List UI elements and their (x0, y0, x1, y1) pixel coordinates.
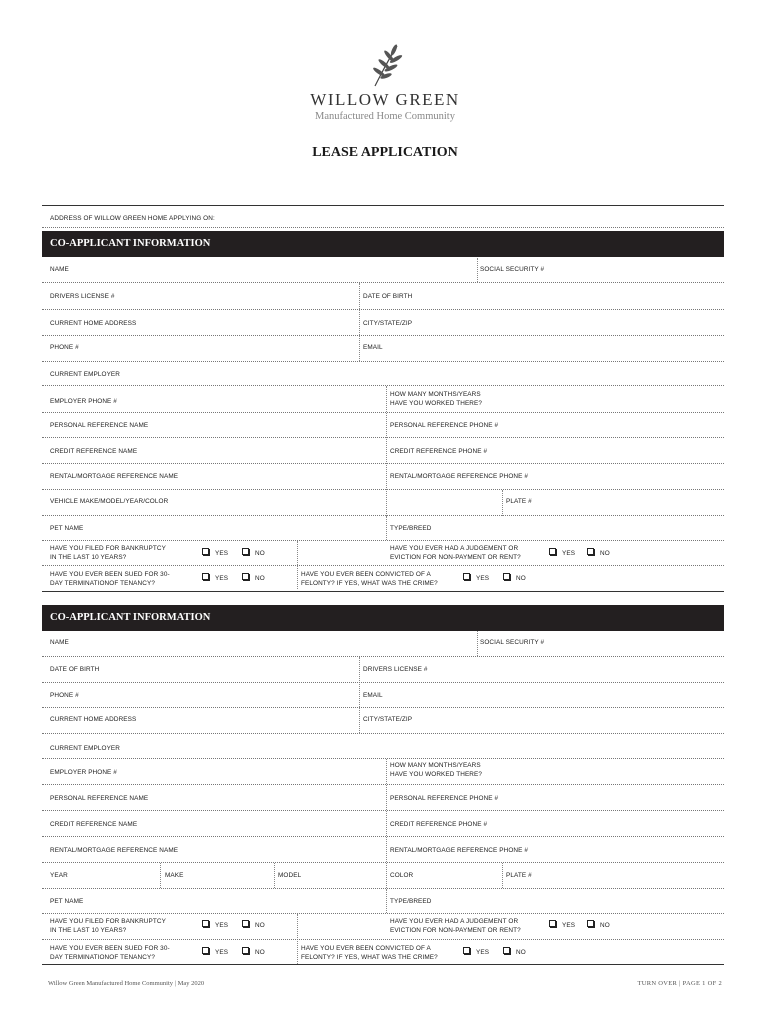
s1-judgement-label-1: HAVE YOU EVER HAD A JUDGEMENT OR (390, 545, 519, 552)
page-indicator: TURN OVER | PAGE 1 OF 2 (637, 980, 722, 987)
footer-text: Willow Green Manufactured Home Community | May 2020 (48, 980, 205, 987)
s1-judgement-label-2: EVICTION FOR NON-PAYMENT OR RENT? (390, 554, 521, 561)
s1-phone-field[interactable]: PHONE # (50, 344, 79, 351)
s2-bankruptcy-yes-checkbox[interactable] (202, 920, 209, 927)
section-2-heading: CO-APPLICANT INFORMATION (42, 605, 724, 631)
s1-ssn-field[interactable]: SOCIAL SECURITY # (480, 266, 545, 273)
no-label: NO (600, 922, 610, 929)
s1-how-long-label-2[interactable]: HAVE YOU WORKED THERE? (390, 400, 483, 407)
divider (502, 863, 503, 888)
s1-sued-yes-checkbox[interactable] (202, 573, 209, 580)
s1-email-field[interactable]: EMAIL (363, 344, 383, 351)
divider (42, 205, 724, 206)
s1-judgement-yes-checkbox[interactable] (549, 548, 556, 555)
s1-employer-phone-field[interactable]: EMPLOYER PHONE # (50, 398, 117, 405)
divider (42, 758, 724, 759)
address-label[interactable]: ADDRESS OF WILLOW GREEN HOME APPLYING ON: (50, 215, 215, 222)
s2-felony-no-checkbox[interactable] (503, 947, 510, 954)
yes-label: YES (215, 949, 229, 956)
s2-sued-no-checkbox[interactable] (242, 947, 249, 954)
divider (274, 863, 275, 888)
divider (477, 258, 478, 282)
s2-credit-ref-field[interactable]: CREDIT REFERENCE NAME (50, 821, 138, 828)
divider (42, 939, 724, 940)
divider (502, 490, 503, 516)
s1-judgement-no-checkbox[interactable] (587, 548, 594, 555)
divider (42, 784, 724, 785)
no-label: NO (255, 949, 265, 956)
divider (386, 386, 387, 516)
divider (42, 489, 724, 490)
s2-dob-field[interactable]: DATE OF BIRTH (50, 666, 100, 673)
s1-dob-field[interactable]: DATE OF BIRTH (363, 293, 413, 300)
s1-city-state-zip-field[interactable]: CITY/STATE/ZIP (363, 320, 413, 327)
s1-personal-ref-phone-field[interactable]: PERSONAL REFERENCE PHONE # (390, 422, 499, 429)
divider (42, 309, 724, 310)
divider (42, 862, 724, 863)
divider (386, 889, 387, 913)
s2-personal-ref-phone-field[interactable]: PERSONAL REFERENCE PHONE # (390, 795, 499, 802)
s1-drivers-license-field[interactable]: DRIVERS LICENSE # (50, 293, 115, 300)
willow-leaf-icon (363, 42, 407, 88)
divider (42, 385, 724, 386)
divider (42, 437, 724, 438)
brand-subtitle: Manufactured Home Community (315, 111, 455, 122)
s1-sued-label-1: HAVE YOU EVER BEEN SUED FOR 30- (50, 571, 170, 578)
no-label: NO (600, 550, 610, 557)
s2-bankruptcy-label-1: HAVE YOU FILED FOR BANKRUPTCY (50, 918, 166, 925)
s2-plate-field[interactable]: PLATE # (506, 872, 532, 879)
s2-judgement-yes-checkbox[interactable] (549, 920, 556, 927)
divider (42, 964, 724, 965)
divider (42, 707, 724, 708)
no-label: NO (255, 922, 265, 929)
s1-vehicle-field[interactable]: VEHICLE MAKE/MODEL/YEAR/COLOR (50, 498, 169, 505)
s2-rental-ref-phone-field[interactable]: RENTAL/MORTGAGE REFERENCE PHONE # (390, 847, 528, 854)
s2-credit-ref-phone-field[interactable]: CREDIT REFERENCE PHONE # (390, 821, 488, 828)
s2-sued-label-1: HAVE YOU EVER BEEN SUED FOR 30- (50, 945, 170, 952)
divider (42, 888, 724, 889)
logo (0, 42, 770, 122)
s1-rental-ref-field[interactable]: RENTAL/MORTGAGE REFERENCE NAME (50, 473, 179, 480)
yes-label: YES (562, 922, 576, 929)
yes-label: YES (476, 575, 490, 582)
s1-felony-label-2: FELONTY? IF YES, WHAT WAS THE CRIME? (301, 580, 438, 587)
divider (42, 913, 724, 914)
divider (386, 516, 387, 540)
divider (42, 836, 724, 837)
s1-employer-field[interactable]: CURRENT EMPLOYER (50, 371, 121, 378)
divider (160, 863, 161, 888)
divider (477, 631, 478, 656)
s1-sued-label-2: DAY TERMINATIONOF TENANCY? (50, 580, 155, 587)
divider (359, 657, 360, 733)
yes-label: YES (215, 922, 229, 929)
yes-label: YES (562, 550, 576, 557)
divider (42, 361, 724, 362)
s2-make-field[interactable]: MAKE (165, 872, 184, 879)
s1-plate-field[interactable]: PLATE # (506, 498, 532, 505)
s1-bankruptcy-label-2: IN THE LAST 10 YEARS? (50, 554, 127, 561)
divider (42, 463, 724, 464)
s2-type-breed-field[interactable]: TYPE/BREED (390, 898, 432, 905)
s1-type-breed-field[interactable]: TYPE/BREED (390, 525, 432, 532)
s1-how-long-label-1[interactable]: HOW MANY MONTHS/YEARS (390, 391, 481, 398)
s2-rental-ref-field[interactable]: RENTAL/MORTGAGE REFERENCE NAME (50, 847, 179, 854)
s2-employer-field[interactable]: CURRENT EMPLOYER (50, 745, 121, 752)
s1-name-field[interactable]: NAME (50, 266, 69, 273)
yes-label: YES (215, 550, 229, 557)
divider (42, 515, 724, 516)
s1-personal-ref-field[interactable]: PERSONAL REFERENCE NAME (50, 422, 149, 429)
s2-year-field[interactable]: YEAR (50, 872, 68, 879)
divider (42, 810, 724, 811)
divider (42, 565, 724, 566)
s1-bankruptcy-yes-checkbox[interactable] (202, 548, 209, 555)
s2-city-state-zip-field[interactable]: CITY/STATE/ZIP (363, 716, 413, 723)
s2-drivers-license-field[interactable]: DRIVERS LICENSE # (363, 666, 428, 673)
s2-model-field[interactable]: MODEL (278, 872, 302, 879)
no-label: NO (255, 575, 265, 582)
s1-felony-label-1: HAVE YOU EVER BEEN CONVICTED OF A (301, 571, 431, 578)
s2-home-address-field[interactable]: CURRENT HOME ADDRESS (50, 716, 137, 723)
section-1-heading: CO-APPLICANT INFORMATION (42, 231, 724, 257)
divider (42, 656, 724, 657)
s1-rental-ref-phone-field[interactable]: RENTAL/MORTGAGE REFERENCE PHONE # (390, 473, 528, 480)
divider (42, 335, 724, 336)
yes-label: YES (215, 575, 229, 582)
s2-felony-label-2: FELONTY? IF YES, WHAT WAS THE CRIME? (301, 954, 438, 961)
no-label: NO (516, 575, 526, 582)
s2-name-field[interactable]: NAME (50, 639, 69, 646)
s2-sued-yes-checkbox[interactable] (202, 947, 209, 954)
s1-credit-ref-phone-field[interactable]: CREDIT REFERENCE PHONE # (390, 448, 488, 455)
s2-color-field[interactable]: COLOR (390, 872, 414, 879)
divider (42, 282, 724, 283)
divider (359, 283, 360, 361)
s1-home-address-field[interactable]: CURRENT HOME ADDRESS (50, 320, 137, 327)
s1-credit-ref-field[interactable]: CREDIT REFERENCE NAME (50, 448, 138, 455)
divider (42, 540, 724, 541)
s2-sued-label-2: DAY TERMINATIONOF TENANCY? (50, 954, 155, 961)
s2-email-field[interactable]: EMAIL (363, 692, 383, 699)
s2-bankruptcy-no-checkbox[interactable] (242, 920, 249, 927)
s2-phone-field[interactable]: PHONE # (50, 692, 79, 699)
divider (42, 412, 724, 413)
s2-judgement-no-checkbox[interactable] (587, 920, 594, 927)
divider (386, 759, 387, 888)
s2-bankruptcy-label-2: IN THE LAST 10 YEARS? (50, 927, 127, 934)
s2-ssn-field[interactable]: SOCIAL SECURITY # (480, 639, 545, 646)
brand-name: WILLOW GREEN (310, 90, 460, 109)
s1-bankruptcy-no-checkbox[interactable] (242, 548, 249, 555)
s2-how-long-label-2[interactable]: HAVE YOU WORKED THERE? (390, 771, 483, 778)
s2-judgement-label-2: EVICTION FOR NON-PAYMENT OR RENT? (390, 927, 521, 934)
s2-employer-phone-field[interactable]: EMPLOYER PHONE # (50, 769, 117, 776)
s2-felony-label-1: HAVE YOU EVER BEEN CONVICTED OF A (301, 945, 431, 952)
s2-pet-name-field[interactable]: PET NAME (50, 898, 84, 905)
page-title: LEASE APPLICATION (312, 145, 458, 160)
s1-sued-no-checkbox[interactable] (242, 573, 249, 580)
s2-how-long-label-1[interactable]: HOW MANY MONTHS/YEARS (390, 762, 481, 769)
s1-felony-yes-checkbox[interactable] (463, 573, 470, 580)
yes-label: YES (476, 949, 490, 956)
s1-felony-no-checkbox[interactable] (503, 573, 510, 580)
divider (42, 733, 724, 734)
address-field-line[interactable] (42, 227, 724, 228)
s2-felony-yes-checkbox[interactable] (463, 947, 470, 954)
s2-personal-ref-field[interactable]: PERSONAL REFERENCE NAME (50, 795, 149, 802)
s1-bankruptcy-label-1: HAVE YOU FILED FOR BANKRUPTCY (50, 545, 166, 552)
divider (42, 591, 724, 592)
s2-judgement-label-1: HAVE YOU EVER HAD A JUDGEMENT OR (390, 918, 519, 925)
no-label: NO (516, 949, 526, 956)
divider (42, 682, 724, 683)
no-label: NO (255, 550, 265, 557)
s1-pet-name-field[interactable]: PET NAME (50, 525, 84, 532)
